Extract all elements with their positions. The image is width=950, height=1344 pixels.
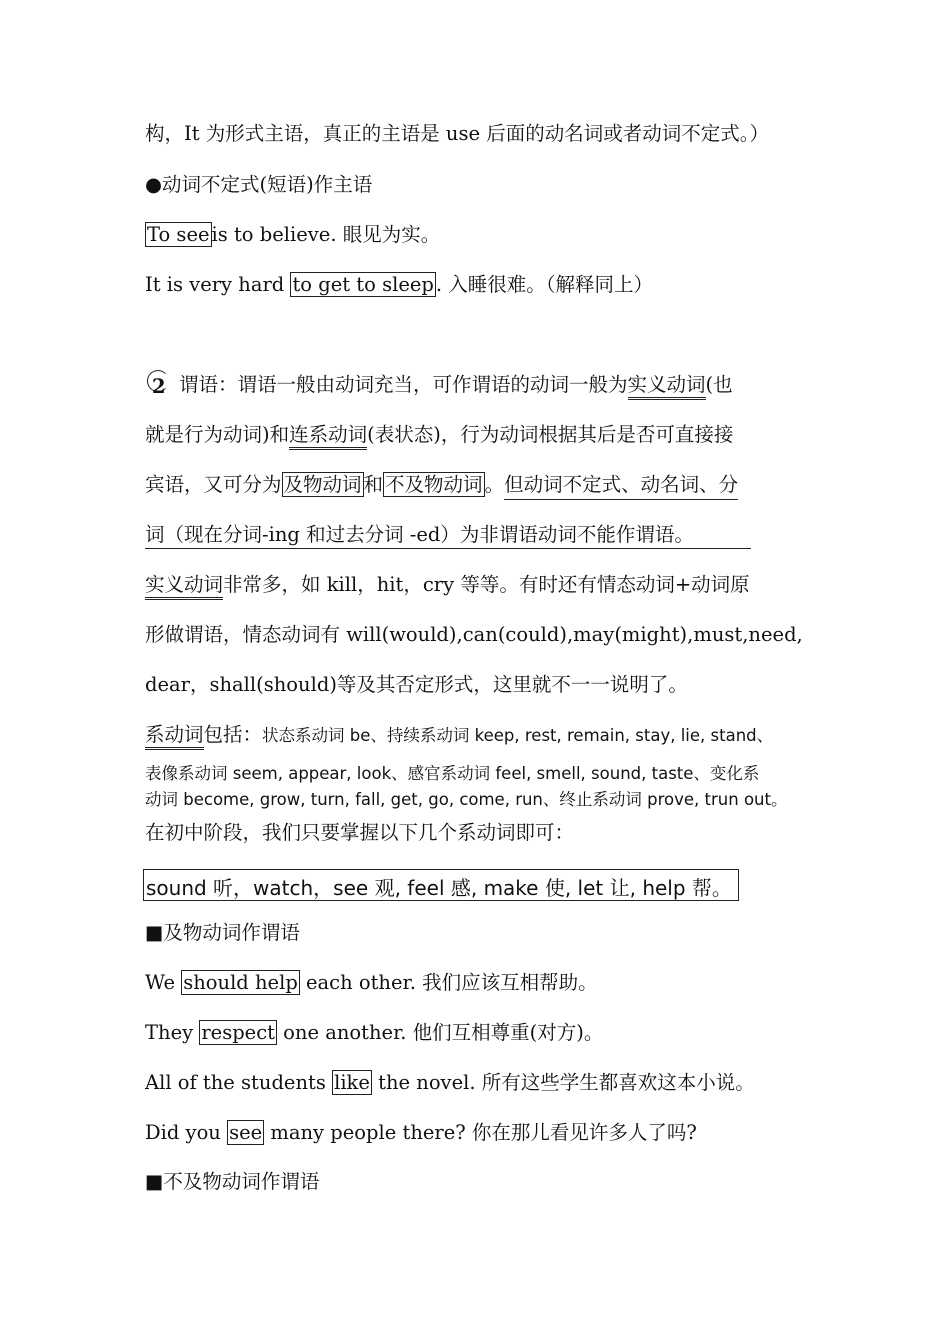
text-pre: 就是行为动词)和: [145, 423, 290, 446]
underline-rule: [145, 548, 751, 549]
example-pre: We: [145, 971, 182, 994]
text-line-6: [145, 422, 733, 448]
text-post: 非常多，如 kill，hit，cry 等等。有时还有情态动词+动词原: [223, 573, 750, 596]
term-notional-verb: 实义动词: [145, 573, 223, 600]
text-mid: 和: [363, 473, 384, 496]
linking-verb-types: 状态系动词 be、持续系动词 keep, rest, remain, stay, lie, stand、: [262, 726, 774, 745]
example-rest: one another. 他们互相尊重(对方)。: [276, 1021, 604, 1044]
circled-number-icon: 2: [145, 372, 173, 398]
linking-verb-list: [145, 722, 773, 749]
text-pre: 宾语，又可分为: [145, 473, 282, 496]
term-notional-verb: 实义动词: [628, 373, 706, 400]
example-see: [145, 1120, 697, 1146]
example-should-help: [145, 970, 598, 996]
text-line-13: 表像系动词 seem, appear, look、感官系动词 feel, smell, sound, taste、变化系: [145, 764, 760, 783]
text-dot: 。: [484, 473, 505, 496]
predicate-intro-post: (也: [705, 373, 733, 396]
example-pre: Did you: [145, 1121, 228, 1144]
section-heading-transitive: ■及物动词作谓语: [145, 921, 300, 944]
section-heading-infinitive-subject: ●动词不定式(短语)作主语: [145, 173, 373, 196]
term-linking-verb: 系动词: [145, 723, 204, 750]
predicate-intro-text: 谓语：谓语一般由动词充当，可作谓语的动词一般为: [179, 373, 628, 396]
example-pre: All of the students: [145, 1071, 333, 1094]
text-post: (表状态)，行为动词根据其后是否可直接接: [367, 423, 734, 446]
text-line-9: [145, 572, 750, 598]
example-rest: . 入睡很难。（解释同上）: [435, 273, 654, 296]
boxed-verb-list-text: sound 听，watch，see 观, feel 感, make 使, let 让, help 帮。: [146, 876, 732, 900]
text-line-8: 词（现在分词-ing 和过去分词 -ed）为非谓语动词不能作谓语。: [145, 523, 694, 546]
example-rest: is to believe. 眼见为实。: [211, 223, 441, 246]
example-pre: It is very hard: [145, 273, 291, 296]
text-line-11: dear，shall(should)等及其否定形式，这里就不一一说明了。: [145, 673, 688, 696]
example-respect: [145, 1020, 603, 1046]
text-line-10: 形做谓语，情态动词有 will(would),can(could),may(might),must,need,: [145, 623, 803, 646]
text-line-14: 动词 become, grow, turn, fall, get, go, come, run、终止系动词 prove, trun out。: [145, 790, 788, 809]
boxed-phrase: see: [229, 1121, 263, 1144]
boxed-phrase: should help: [183, 971, 298, 994]
boxed-phrase: to get to sleep: [292, 273, 434, 296]
example-rest: each other. 我们应该互相帮助。: [299, 971, 598, 994]
boxed-intransitive: 不及物动词: [385, 473, 483, 496]
boxed-phrase: like: [334, 1071, 370, 1094]
example-pre: They: [145, 1021, 200, 1044]
boxed-phrase: respect: [201, 1021, 275, 1044]
predicate-intro: [145, 372, 733, 398]
example-rest: the novel. 所有这些学生都喜欢这本小说。: [371, 1071, 755, 1094]
example-to-see: [145, 222, 440, 248]
boxed-phrase: To see: [147, 223, 210, 246]
text-line-1: 构，It 为形式主语，真正的主语是 use 后面的动名词或者动词不定式。）: [145, 122, 769, 145]
text-mid: 包括：: [203, 723, 263, 746]
example-like: [145, 1070, 755, 1096]
term-linking-verb: 连系动词: [289, 423, 367, 450]
example-rest: many people there? 你在那儿看见许多人了吗?: [264, 1121, 697, 1144]
text-line-7: [145, 472, 738, 498]
section-heading-intransitive: ■不及物动词作谓语: [145, 1170, 320, 1193]
text-line-15: 在初中阶段，我们只要掌握以下几个系动词即可：: [145, 821, 575, 844]
example-get-to-sleep: [145, 272, 653, 298]
underlined-nonfinite: 但动词不定式、动名词、分: [504, 473, 738, 500]
boxed-transitive: 及物动词: [283, 473, 362, 496]
